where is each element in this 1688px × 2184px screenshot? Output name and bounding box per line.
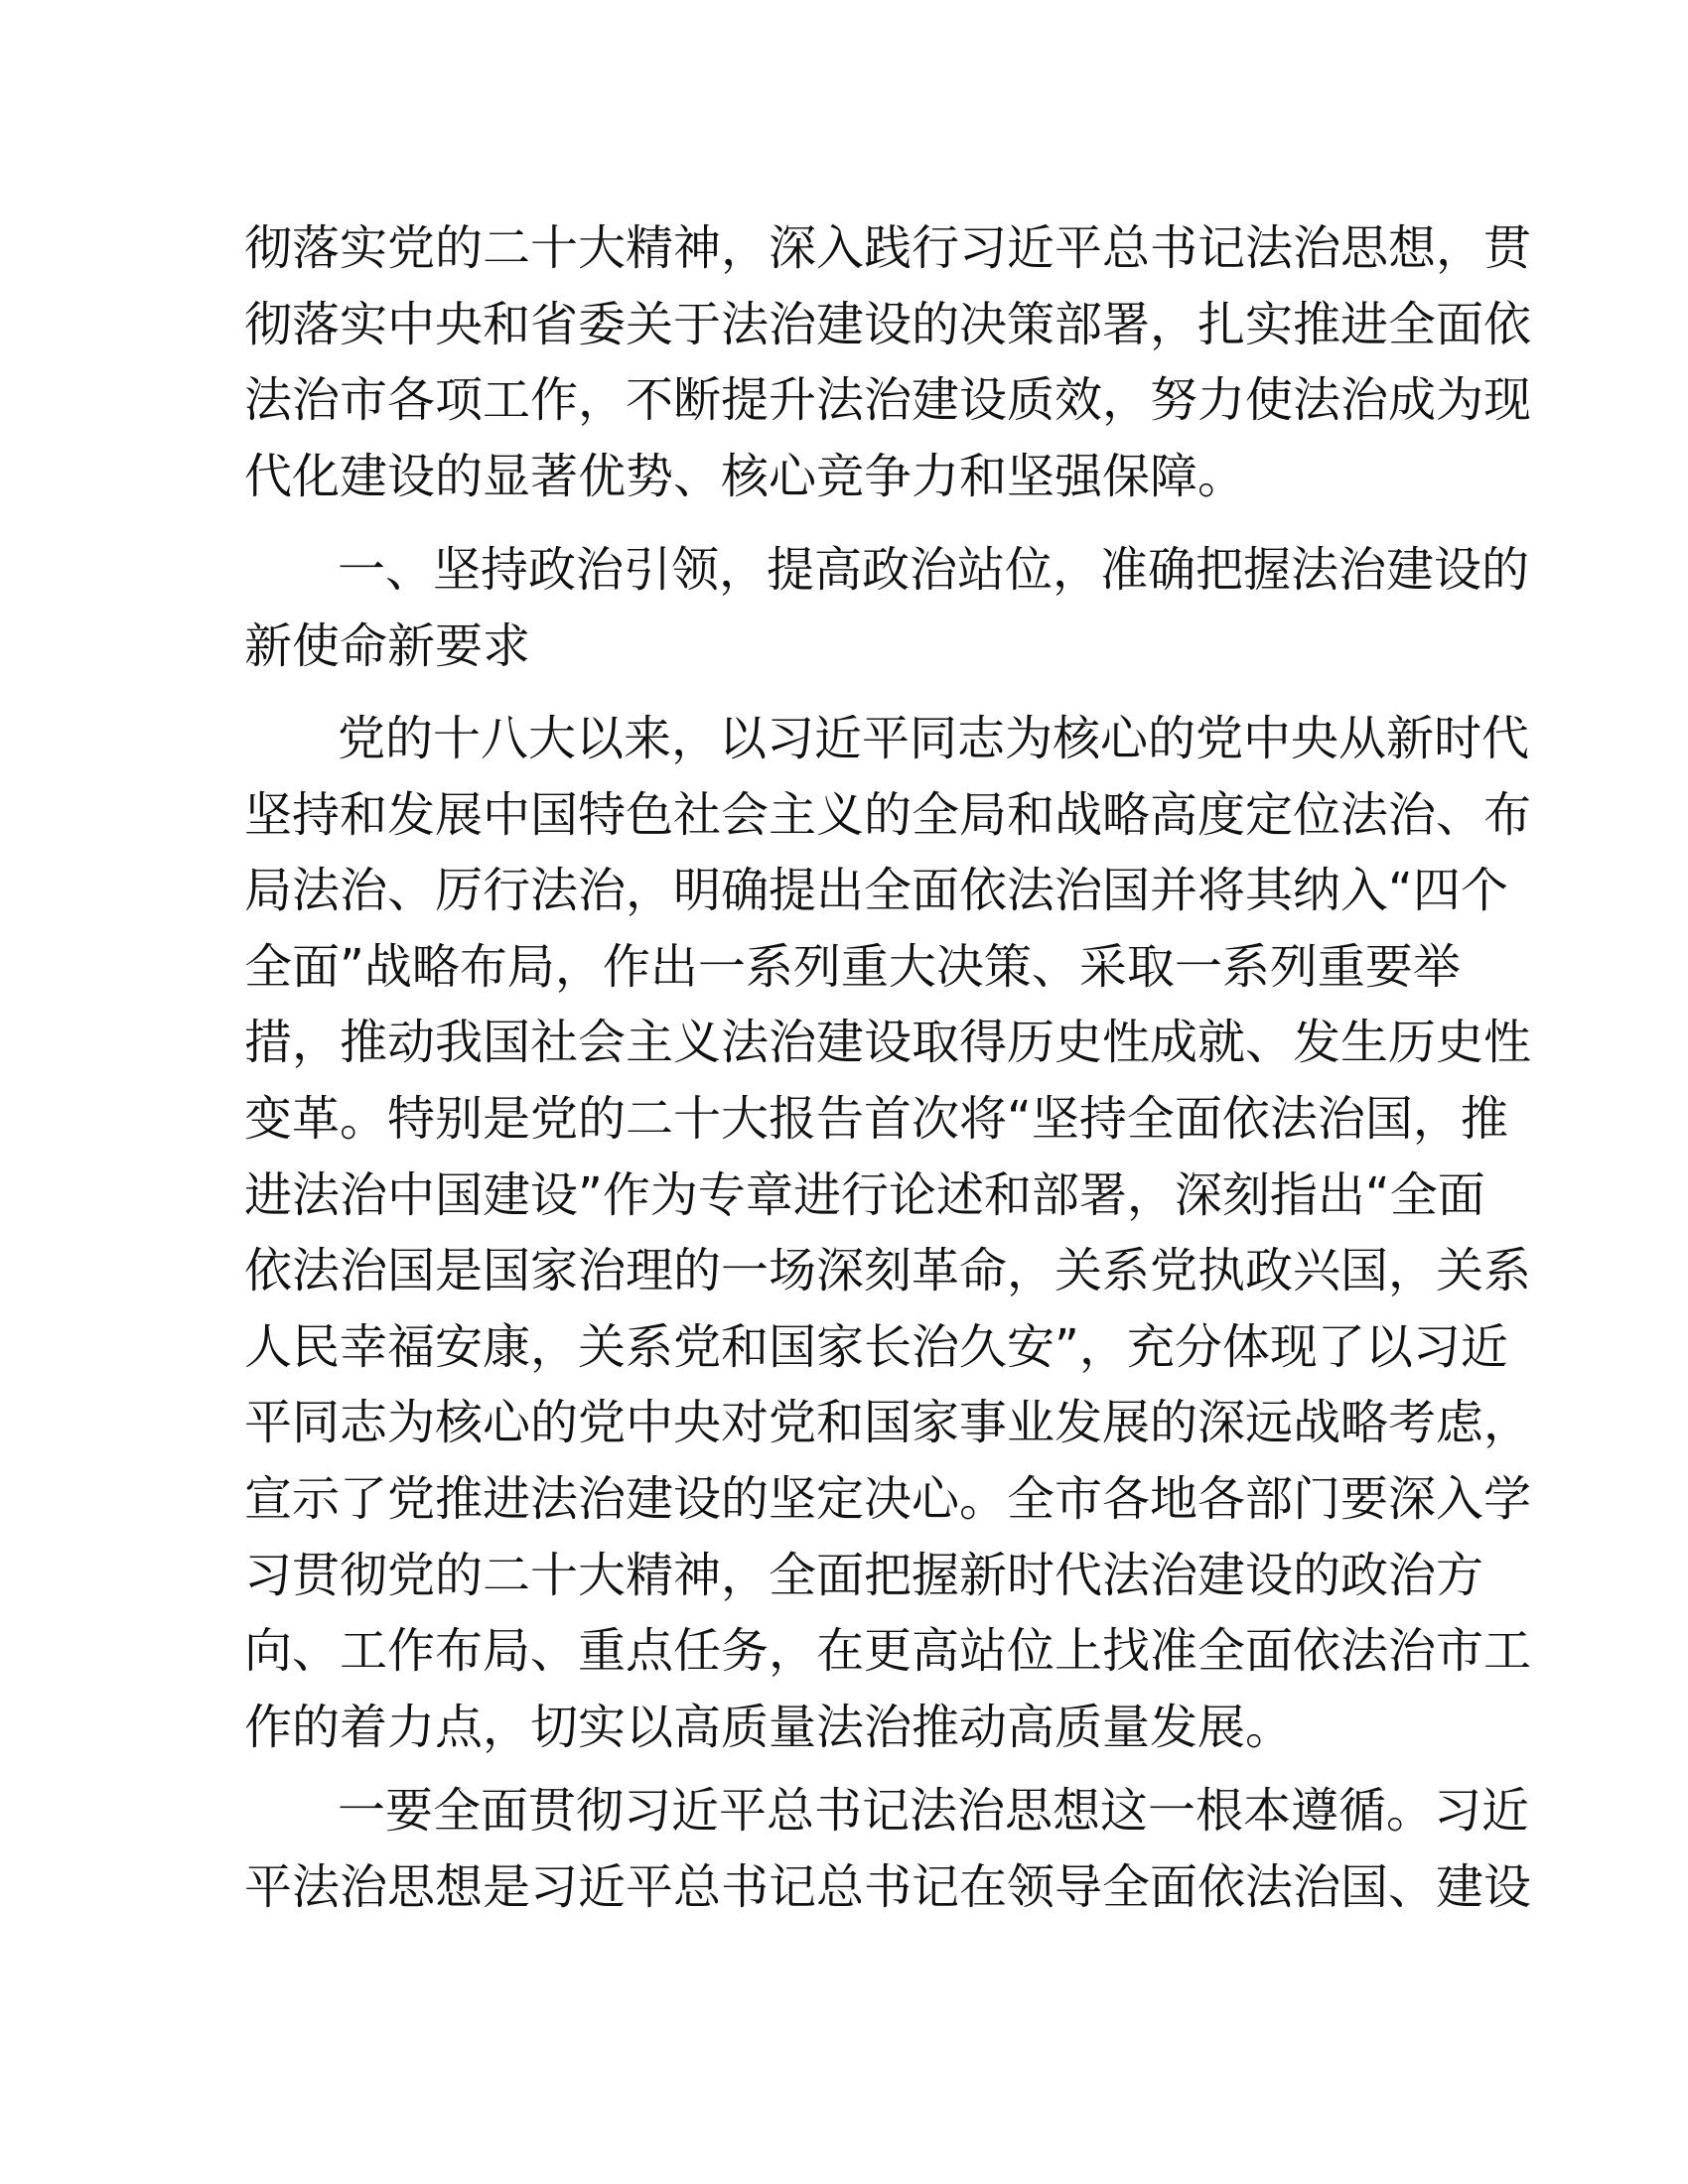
text-line: 进法治中国建设”作为专章进行论述和部署，深刻指出“全面 [244,1166,1485,1223]
text-line: 彻落实党的二十大精神，深入践行习近平总书记法治思想，贯 [244,220,1532,276]
paragraph-continued [244,210,1532,514]
section-heading [244,532,1530,684]
text-line: 作的着力点，切实以高质量法治推动高质量发展。 [244,1699,1294,1755]
text-line: 措，推动我国社会主义法治建设取得历史性成就、发生历史性 [244,1015,1532,1071]
text-line: 代化建设的显著优势、核心竞争力和坚强保障。 [244,448,1246,504]
heading-line: 一、坚持政治引领，提高政治站位，准确把握法治建设的 [338,542,1530,598]
text-line: 习贯彻党的二十大精神，全面把握新时代法治建设的政治方 [244,1547,1484,1603]
text-line: 变革。特别是党的二十大报告首次将“坚持全面依法治国，推 [244,1090,1508,1147]
text-line: 人民幸福安康，关系党和国家长治久安”，充分体现了以习近 [244,1318,1508,1375]
heading-line: 新使命新要求 [244,617,531,674]
text-line: 平同志为核心的党中央对党和国家事业发展的深远战略考虑， [244,1395,1532,1451]
text-line: 平法治思想是习近平总书记总书记在领导全面依法治国、建设 [244,1858,1532,1915]
text-line: 依法治国是国家治理的一场深刻革命，关系党执政兴国，关系 [244,1243,1532,1299]
text-line: 坚持和发展中国特色社会主义的全局和战略高度定位法治、布 [244,786,1532,843]
text-line: 一要全面贯彻习近平总书记法治思想这一根本遵循。习近 [338,1783,1530,1839]
body-paragraph [244,1773,1532,1925]
text-line: 全面”战略布局，作出一系列重大决策、采取一系列重要举 [244,938,1461,995]
text-line: 彻落实中央和省委关于法治建设的决策部署，扎实推进全面依 [244,296,1532,352]
text-line: 党的十八大以来，以习近平同志为核心的党中央从新时代 [338,711,1530,766]
body-paragraph [244,701,1532,1765]
text-line: 局法治、厉行法治，明确提出全面依法治国并将其纳入“四个 [244,863,1508,919]
text-line: 宣示了党推进法治建设的坚定决心。全市各地各部门要深入学 [244,1470,1532,1527]
text-line: 向、工作布局、重点任务，在更高站位上找准全面依法治市工 [244,1623,1532,1680]
text-line: 法治市各项工作，不断提升法治建设质效，努力使法治成为现 [244,372,1532,429]
